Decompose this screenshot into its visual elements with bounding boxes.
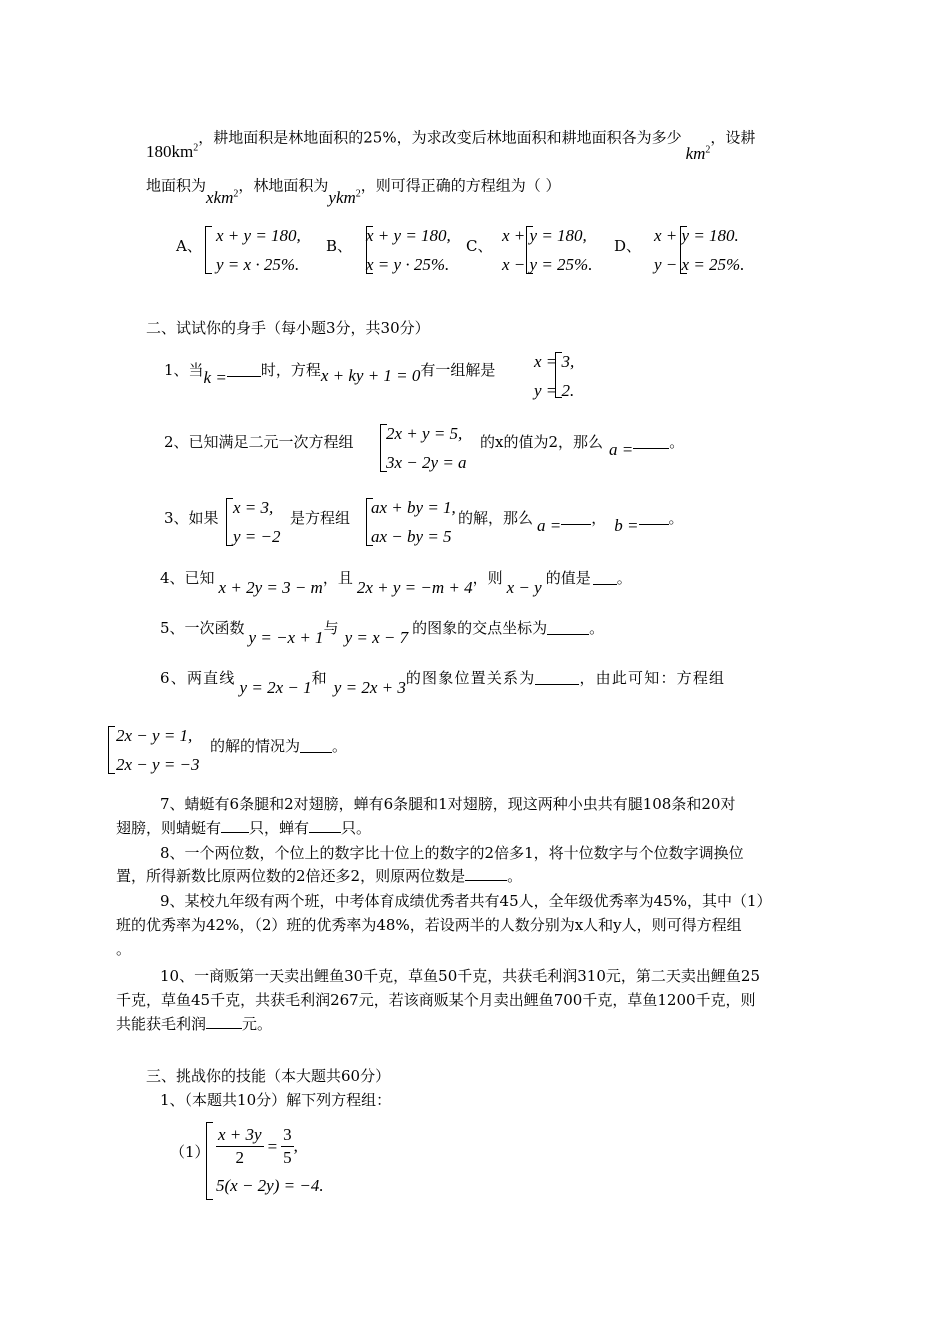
q4-text-e: 。 [616, 569, 632, 587]
stem-text-2b: ，林地面积为 [238, 176, 329, 195]
q6-math-2: y = 2x + 3 [333, 678, 406, 697]
stem-text-2a: 地面积为 [146, 176, 207, 195]
option-c-label: C、 [466, 237, 493, 255]
option-a-eq1: x + y = 180, [216, 226, 301, 245]
fraction-2: $\frac{3}{5}$ [283, 1125, 292, 1167]
q3-sys2-eq1: ax + by = 1, [371, 498, 456, 517]
blank[interactable] [593, 570, 617, 585]
q9-line-2: 班的优秀率为42%，（2）班的优秀率为48%，若设两半的人数分别为x人和y人，则可得方程组 [116, 916, 742, 934]
q4-math-1: x + 2y = 3 − m [218, 578, 323, 597]
q1-text-a: 1、当 [164, 361, 204, 379]
stem-line-2 [146, 172, 561, 207]
q4-text-c: ，则 [472, 569, 503, 587]
q9-line-3: 。 [116, 940, 132, 958]
q4-text-a: 4、已知 [160, 569, 215, 587]
q5-text-b: 与 [323, 619, 339, 637]
q5-text-c: 的图象的交点坐标为 [412, 619, 548, 637]
section-3-sub1-label: （1） [170, 1143, 210, 1161]
q6-text-b: 和 [311, 669, 328, 687]
q7-line-1: 7、蜻蜓有6条腿和2对翅膀，蝉有6条腿和1对翅膀，现这两种小虫共有腿108条和20对 [160, 795, 736, 813]
option-b-eq2: x = y · 25%. [366, 255, 450, 274]
q8-text-b: 置，所得新数比原两位数的2倍还多2，则原两位数是 [116, 867, 466, 885]
q6-text-e: 的解的情况为 [210, 737, 301, 755]
q6-text-d: ，由此可知：方程组 [579, 669, 726, 687]
q2-sys-eq1: 2x + y = 5, [386, 424, 463, 443]
q3-math-a: a = [537, 516, 562, 535]
q3-text-c: 的解，那么 [458, 509, 534, 527]
q2-sys-eq2: 3x − 2y = a [386, 453, 467, 472]
q8-text-c: 。 [507, 867, 523, 885]
q5-math-2: y = x − 7 [344, 628, 409, 647]
q7-line-2 [116, 818, 371, 838]
section-3-eq2: 5(x − 2y) = −4. [216, 1176, 324, 1195]
q6-text-a: 6、两直线 [160, 669, 236, 687]
brace [205, 226, 216, 274]
q2-text-c: 。 [669, 433, 685, 451]
option-b-eq1: x + y = 180, [366, 226, 451, 245]
blank[interactable] [535, 670, 579, 685]
section-3-heading: 三、挑战你的技能（本大题共60分） [146, 1067, 391, 1085]
q2-text-b: 的x的值为2，那么 [480, 433, 604, 451]
q3-text-a: 3、如果 [164, 509, 219, 527]
q1-text-b: 时，方程 [260, 361, 321, 379]
math-km2: $km^2$ [685, 143, 711, 163]
section-2-heading: 二、试试你的身手（每小题3分，共30分） [146, 319, 430, 337]
q6-tail [210, 736, 347, 756]
q1-sys-eq2: y = 2. [534, 381, 575, 400]
q4-text-b: ，且 [322, 569, 353, 587]
option-c-eq2: x − y = 25%. [502, 255, 593, 274]
blank[interactable] [633, 434, 669, 449]
blank[interactable] [561, 510, 591, 525]
q3-sys-eq1: x = 3, [233, 498, 274, 517]
option-d-eq2: y − x = 25%. [654, 255, 745, 274]
q3-sys-eq2: y = −2 [233, 527, 281, 546]
stem-text-1: ，耕地面积是林地面积的25%，为求改变后林地面积和耕地面积各为多少 [198, 128, 682, 147]
q3-text-b: 是方程组 [290, 509, 351, 527]
blank[interactable] [300, 738, 332, 753]
q7-text-c: 只，蝉有 [249, 819, 310, 837]
stem-line-1 [146, 124, 756, 163]
q3-text-e: 。 [668, 509, 684, 527]
q6-text-c: 的图象位置关系为 [405, 669, 536, 687]
q7-text-d: 只。 [341, 819, 372, 837]
blank[interactable] [206, 1014, 242, 1029]
q10-line-3 [116, 1014, 272, 1034]
option-c-eq1: x + y = 180, [502, 226, 587, 245]
math-180km2: $180km^2$ [146, 141, 199, 161]
blank[interactable] [227, 362, 261, 377]
blank[interactable] [465, 866, 507, 881]
question-2-6 [160, 668, 726, 697]
stem-text-2c: ，则可得正确的方程组为（ ） [360, 176, 561, 195]
q10-line-2: 千克，草鱼45千克，共获毛利润267元，若该商贩某个月卖出鲤鱼700千克，草鱼1200千克，则 [116, 991, 756, 1009]
q6-sys-eq2: 2x − y = −3 [116, 755, 200, 774]
q1-math-k: k = [203, 368, 227, 387]
q9-line-1: 9、某校九年级有两个班，中考体育成绩优秀者共有45人，全年级优秀率为45%，其中（1） [160, 892, 772, 910]
blank[interactable] [639, 510, 669, 525]
q4-math-2: 2x + y = −m + 4 [356, 578, 473, 597]
q8-line-1: 8、一个两位数，个位上的数字比十位上的数字的2倍多1，将十位数字与个位数字调换位 [160, 844, 744, 862]
q8-line-2 [116, 866, 522, 886]
q10-line-1: 10、一商贩第一天卖出鲤鱼30千克，草鱼50千克，共获毛利润310元，第二天卖出鲤鱼25 [160, 967, 760, 985]
q7-text-b: 翅膀，则蜻蜓有 [116, 819, 222, 837]
q10-text-d: 元。 [242, 1015, 273, 1033]
option-a-label: A、 [176, 237, 202, 255]
q3-math-b: b = [614, 516, 639, 535]
q1-sys-eq1: x = 3, [534, 352, 575, 371]
q10-text-c: 共能获毛利润 [116, 1015, 207, 1033]
question-2-5 [160, 618, 605, 647]
q3-text-d: ， [591, 509, 607, 527]
blank[interactable] [221, 818, 249, 833]
q1-text-c: 有一组解是 [420, 361, 496, 379]
option-d-label: D、 [614, 237, 642, 255]
q6-math-1: y = 2x − 1 [239, 678, 312, 697]
q2-math-a: a = [609, 440, 634, 459]
blank[interactable] [547, 620, 589, 635]
q5-math-1: y = −x + 1 [248, 628, 324, 647]
section-3-eq1: $\frac{x + 3y}{2}$ = $\frac{3}{5}$ , [218, 1125, 298, 1167]
math-ykm2: ykm$^2$ [328, 187, 361, 207]
q5-text-d: 。 [589, 619, 605, 637]
option-a-eq2: y = x · 25%. [216, 255, 300, 274]
question-2-4 [160, 568, 632, 597]
q4-math-3: x − y [506, 578, 542, 597]
fraction-1: $\frac{x + 3y}{2}$ [218, 1125, 262, 1167]
q4-text-d: 的值是 [545, 569, 591, 587]
q1-math-eq: x + ky + 1 = 0 [320, 366, 421, 385]
q5-text-a: 5、一次函数 [160, 619, 245, 637]
q6-text-f: 。 [332, 737, 348, 755]
math-xkm2: xkm$^2$ [206, 187, 239, 207]
section-3-q1: 1、（本题共10分）解下列方程组： [160, 1091, 392, 1109]
stem-text-1-tail: ，设耕 [710, 128, 756, 147]
option-b-label: B、 [326, 237, 353, 255]
blank[interactable] [309, 818, 341, 833]
q6-sys-eq1: 2x − y = 1, [116, 726, 193, 745]
option-d-eq1: x + y = 180. [654, 226, 739, 245]
q2-text-a: 2、已知满足二元一次方程组 [164, 433, 354, 451]
q3-sys2-eq2: ax − by = 5 [371, 527, 452, 546]
